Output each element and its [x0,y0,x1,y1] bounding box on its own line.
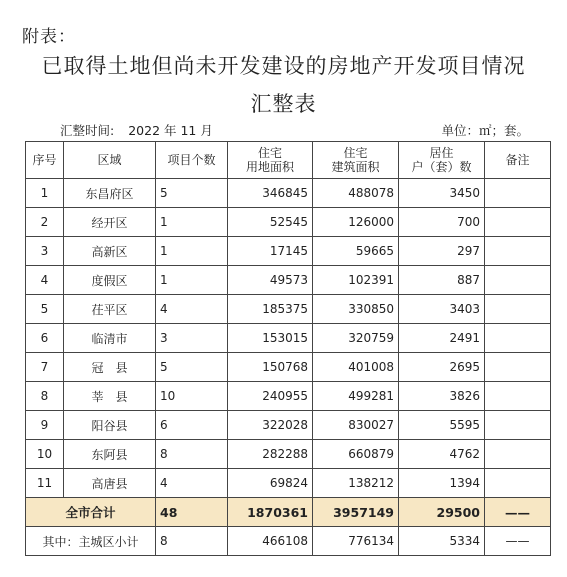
subtotal-label: 其中：主城区小计 [26,527,156,556]
cell-building-area: 102391 [313,266,399,295]
table-row [26,324,551,353]
attachment-label: 附表： [22,27,76,47]
cell-seq: 9 [26,411,64,440]
cell-count: 8 [156,440,228,469]
summary-time-value: 2022 年 11 月 [128,123,213,138]
cell-land-area: 240955 [228,382,313,411]
cell-building-area: 59665 [313,237,399,266]
total-building-area: 3957149 [313,498,399,527]
cell-land-area: 69824 [228,469,313,498]
cell-remark [485,208,551,237]
table-row [26,237,551,266]
header-build-line2: 建筑面积 [331,160,380,174]
header-area: 区域 [64,142,156,179]
page-title: 已取得土地但尚未开发建设的房地产开发项目情况 [41,54,526,78]
subtotal-building-area: 776134 [313,527,399,556]
header-building-area [313,142,399,179]
cell-area: 高唐县 [64,469,156,498]
cell-building-area: 138212 [313,469,399,498]
header-seq: 序号 [26,142,64,179]
cell-households: 3403 [399,295,485,324]
cell-seq: 7 [26,353,64,382]
cell-remark [485,382,551,411]
header-remark: 备注 [485,142,551,179]
cell-land-area: 346845 [228,179,313,208]
table-row [26,353,551,382]
cell-seq: 5 [26,295,64,324]
header-land-line1: 住宅 [257,146,282,160]
cell-area: 度假区 [64,266,156,295]
cell-seq: 10 [26,440,64,469]
total-label: 全市合计 [26,498,156,527]
header-house-line1: 居住 [429,146,454,160]
total-households: 29500 [399,498,485,527]
cell-building-area: 660879 [313,440,399,469]
cell-seq: 3 [26,237,64,266]
subtotal-households: 5334 [399,527,485,556]
summary-time-label: 汇整时间: [60,123,115,138]
cell-land-area: 52545 [228,208,313,237]
cell-count: 1 [156,208,228,237]
cell-building-area: 830027 [313,411,399,440]
cell-remark [485,324,551,353]
cell-area: 高新区 [64,237,156,266]
header-build-line1: 住宅 [343,146,368,160]
cell-remark [485,411,551,440]
cell-land-area: 150768 [228,353,313,382]
cell-seq: 6 [26,324,64,353]
cell-area: 莘 县 [64,382,156,411]
cell-remark [485,237,551,266]
total-count: 48 [156,498,228,527]
subtotal-remark: —— [485,527,551,556]
cell-count: 5 [156,353,228,382]
cell-remark [485,266,551,295]
cell-count: 1 [156,266,228,295]
cell-households: 5595 [399,411,485,440]
header-project-count: 项目个数 [156,142,228,179]
cell-count: 10 [156,382,228,411]
cell-count: 4 [156,469,228,498]
cell-count: 4 [156,295,228,324]
cell-land-area: 153015 [228,324,313,353]
table-row [26,266,551,295]
unit-label: 单位：㎡；套。 [441,123,529,138]
cell-households: 1394 [399,469,485,498]
cell-count: 6 [156,411,228,440]
cell-seq: 11 [26,469,64,498]
cell-building-area: 330850 [313,295,399,324]
cell-land-area: 282288 [228,440,313,469]
cell-seq: 2 [26,208,64,237]
summary-time [60,121,213,139]
header-households [399,142,485,179]
header-land-line2: 用地面积 [245,160,294,174]
subtotal-row [26,527,551,556]
summary-table [25,141,551,556]
cell-building-area: 488078 [313,179,399,208]
cell-area: 冠 县 [64,353,156,382]
subtotal-count: 8 [156,527,228,556]
cell-remark [485,179,551,208]
header-house-line2: 户（套）数 [411,160,472,174]
cell-building-area: 320759 [313,324,399,353]
table-row [26,440,551,469]
cell-land-area: 185375 [228,295,313,324]
table-row [26,295,551,324]
cell-households: 3826 [399,382,485,411]
cell-households: 4762 [399,440,485,469]
table-row [26,179,551,208]
cell-households: 2695 [399,353,485,382]
cell-building-area: 126000 [313,208,399,237]
total-land-area: 1870361 [228,498,313,527]
cell-seq: 1 [26,179,64,208]
cell-seq: 4 [26,266,64,295]
cell-count: 5 [156,179,228,208]
cell-area: 东昌府区 [64,179,156,208]
cell-land-area: 17145 [228,237,313,266]
header-row [26,142,551,179]
cell-households: 700 [399,208,485,237]
cell-count: 3 [156,324,228,353]
cell-seq: 8 [26,382,64,411]
header-land-area [228,142,313,179]
cell-area: 经开区 [64,208,156,237]
cell-remark [485,353,551,382]
cell-building-area: 401008 [313,353,399,382]
cell-building-area: 499281 [313,382,399,411]
page-subtitle: 汇整表 [250,92,317,116]
cell-households: 3450 [399,179,485,208]
cell-area: 临清市 [64,324,156,353]
cell-remark [485,440,551,469]
table-row [26,208,551,237]
cell-remark [485,469,551,498]
cell-area: 阳谷县 [64,411,156,440]
cell-area: 茌平区 [64,295,156,324]
cell-land-area: 49573 [228,266,313,295]
cell-land-area: 322028 [228,411,313,440]
subtotal-land-area: 466108 [228,527,313,556]
cell-households: 2491 [399,324,485,353]
total-remark: —— [485,498,551,527]
cell-remark [485,295,551,324]
cell-count: 1 [156,237,228,266]
table-row [26,382,551,411]
cell-households: 297 [399,237,485,266]
table-row [26,469,551,498]
table-row [26,411,551,440]
total-row [26,498,551,527]
cell-area: 东阿县 [64,440,156,469]
cell-households: 887 [399,266,485,295]
